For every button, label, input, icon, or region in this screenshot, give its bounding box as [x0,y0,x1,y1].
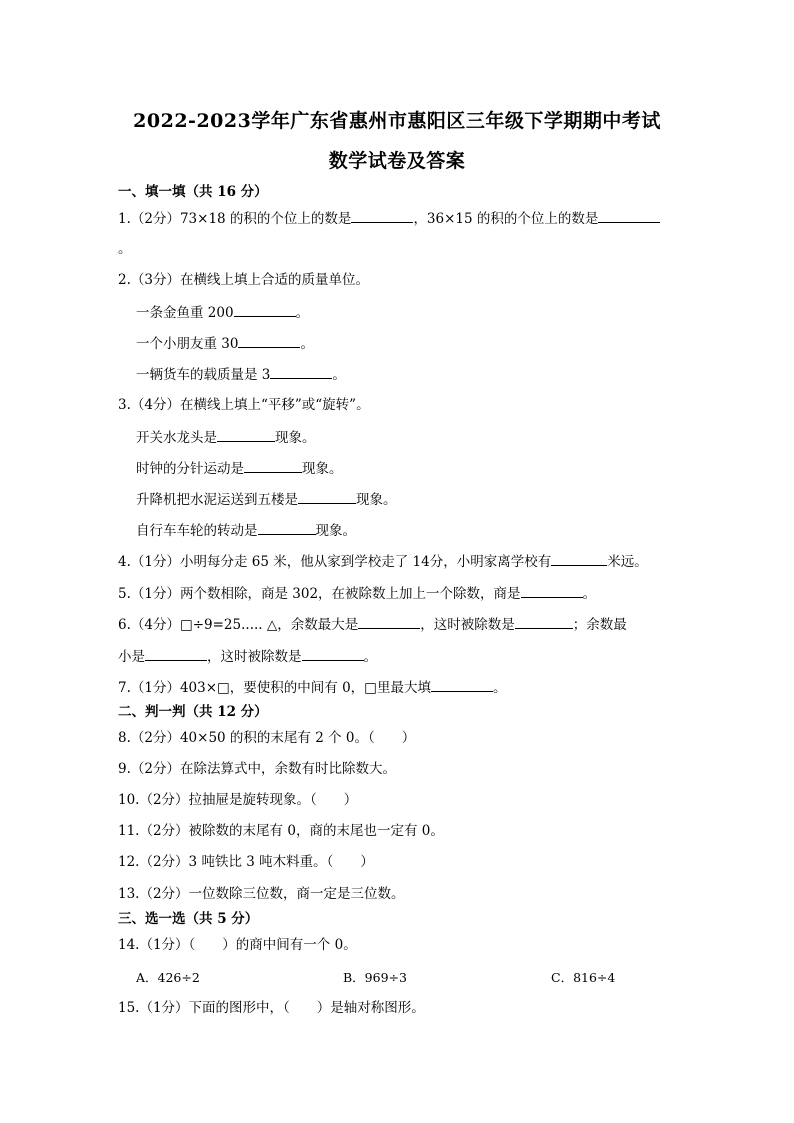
q1-end: 。 [118,241,132,257]
section-3-heading: 三、选一选（共 5 分） [118,911,259,927]
q3-l4-end: 现象。 [315,523,356,539]
q2-l3-end: 。 [332,367,346,383]
q3-l1-end: 现象。 [275,430,316,446]
q3-l4-text: 自行车车轮的转动是 [136,523,258,539]
answer-blank[interactable] [521,584,583,598]
q3-l1-text: 开关水龙头是 [136,430,217,446]
answer-blank[interactable] [598,209,660,223]
q3-l3-text: 升降机把水泥运送到五楼是 [136,492,298,508]
answer-blank[interactable] [358,615,420,629]
q3-l3-end: 现象。 [356,492,397,508]
answer-blank[interactable] [244,459,302,473]
q7-text: 7.（1分）403×□，要使积的中间有 0，□里最大填 [118,680,431,696]
q2-line-1 [136,303,309,322]
section-1-heading: 一、填一填（共 16 分） [118,184,268,200]
q3-line-4 [136,521,356,540]
exam-title: 2022-2023学年广东省惠州市惠阳区三年级下学期期中考试 [133,110,661,132]
q3-line-2 [136,459,343,478]
q6-text-a: 6.（4分）□÷9=25..... △，余数最大是 [118,617,359,633]
answer-blank[interactable] [217,428,275,442]
answer-blank[interactable] [238,334,300,348]
q5-text: 5.（1分）两个数相除，商是 302，在被除数上加上一个除数，商是 [118,586,521,602]
question-1 [118,209,660,228]
q2-l1-text: 一条金鱼重 200 [136,305,234,321]
answer-blank[interactable] [270,365,332,379]
question-15: 15.（1分）下面的图形中，（ ）是轴对称图形。 [118,1000,425,1016]
question-10: 10.（2分）拉抽屉是旋转现象。（ ） [118,792,358,808]
answer-blank[interactable] [258,521,316,535]
q3-l2-text: 时钟的分针运动是 [136,461,244,477]
question-12: 12.（2分）3 吨铁比 3 吨木料重。（ ） [118,854,374,870]
q3-line-3 [136,490,397,509]
answer-blank[interactable] [351,209,413,223]
q6-text-e: ，这时被除数是 [207,649,302,665]
question-8: 8.（2分）40×50 的积的末尾有 2 个 0。（ ） [118,730,416,746]
q2-line-3 [136,365,346,384]
q6-text-b: ，这时被除数是 [420,617,515,633]
question-4 [118,552,648,571]
q6-end: 。 [363,649,377,665]
question-13: 13.（2分）一位数除三位数，商一定是三位数。 [118,886,405,902]
q3-l2-end: 现象。 [302,461,343,477]
question-5 [118,584,596,603]
q14-option-c[interactable]: C．816÷4 [551,970,616,985]
question-3-stem: 3.（4分）在横线上填上“平移”或“旋转”。 [118,397,370,413]
question-7 [118,678,506,697]
q6-text-d: 小是 [118,649,145,665]
question-6 [118,615,627,634]
q1-text-b: ，36×15 的积的个位上的数是 [413,211,599,227]
answer-blank[interactable] [551,552,607,566]
q1-text-a: 1.（2分）73×18 的积的个位上的数是 [118,211,352,227]
q2-line-2 [136,334,314,353]
q2-l3-text: 一辆货车的载质量是 3 [136,367,271,383]
answer-blank[interactable] [302,647,364,661]
answer-blank[interactable] [234,303,296,317]
q3-line-1 [136,428,316,447]
q14-option-a[interactable]: A．426÷2 [136,970,200,985]
answer-blank[interactable] [515,615,573,629]
answer-blank[interactable] [298,490,356,504]
q4-end: 米远。 [607,554,648,570]
question-11: 11.（2分）被除数的末尾有 0，商的末尾也一定有 0。 [118,823,444,839]
q5-end: 。 [582,586,597,602]
q4-text: 4.（1分）小明每分走 65 米，他从家到学校走了 14分，小明家离学校有 [118,554,552,570]
q2-l1-end: 。 [295,305,310,321]
q2-l2-text: 一个小朋友重 30 [136,336,239,352]
answer-blank[interactable] [145,647,207,661]
q14-option-b[interactable]: B．969÷3 [343,970,407,985]
answer-blank[interactable] [431,678,493,692]
question-9: 9.（2分）在除法算式中，余数有时比除数大。 [118,761,396,777]
q2-l2-end: 。 [300,336,314,352]
section-2-heading: 二、判一判（共 12 分） [118,704,268,720]
question-6-cont [118,647,377,666]
exam-subtitle: 数学试卷及答案 [328,150,466,172]
q6-text-c: ；余数最 [572,617,627,633]
q7-end: 。 [492,680,507,696]
question-14: 14.（1分）（ ）的商中间有一个 0。 [118,937,357,953]
question-2-stem: 2.（3分）在横线上填上合适的质量单位。 [118,272,369,288]
